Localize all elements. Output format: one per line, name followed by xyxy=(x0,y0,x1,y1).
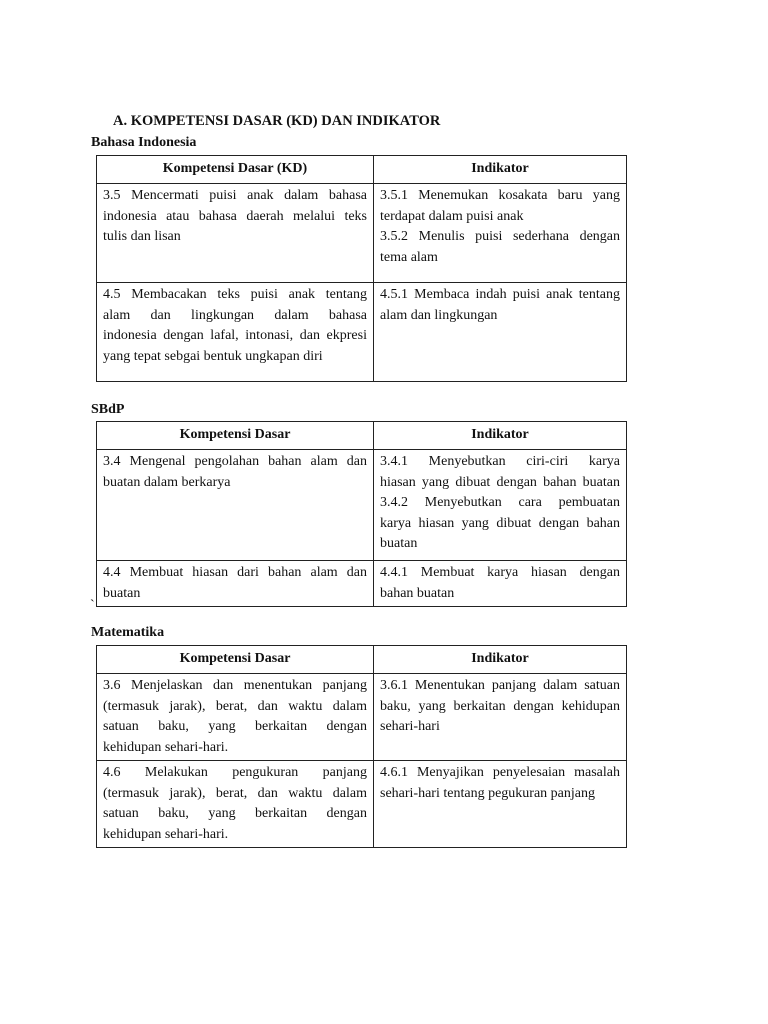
table-row xyxy=(97,561,627,607)
kd-line: (termasuk jarak), berat, dan waktu dalam xyxy=(103,785,367,801)
kd-cell xyxy=(97,674,374,761)
kd-line: indonesia dengan lafal, intonasi, dan ekpresi xyxy=(103,328,367,343)
indikator-line: tema alam xyxy=(380,249,438,265)
header-kd: Kompetensi Dasar xyxy=(97,422,374,450)
table-row xyxy=(97,184,627,283)
kd-line: 4.6 Melakukan pengukuran panjang xyxy=(103,765,367,780)
indikator-line: terdapat dalam puisi anak xyxy=(380,208,524,224)
kd-cell xyxy=(97,561,374,607)
indikator-line: baku, yang berkaitan dengan kehidupan xyxy=(380,698,620,714)
subject-title-bahasa-indonesia: Bahasa Indonesia xyxy=(91,135,197,150)
indikator-line: 3.4.1 Menyebutkan ciri-ciri karya xyxy=(380,454,620,469)
section-heading: A. KOMPETENSI DASAR (KD) DAN INDIKATOR xyxy=(113,113,441,129)
indikator-line: karya hiasan yang dibuat dengan bahan xyxy=(380,515,620,531)
indikator-line: 3.5.1 Menemukan kosakata baru yang xyxy=(380,188,620,203)
kd-line: satuan baku, yang berkaitan dengan xyxy=(103,719,367,734)
kd-line: 3.5 Mencermati puisi anak dalam bahasa xyxy=(103,188,367,203)
table-header-row xyxy=(97,156,627,184)
indikator-line: 3.6.1 Menentukan panjang dalam satuan xyxy=(380,678,620,693)
header-kd: Kompetensi Dasar (KD) xyxy=(97,156,374,184)
header-kd: Kompetensi Dasar xyxy=(97,646,374,674)
header-indikator: Indikator xyxy=(374,646,627,674)
kd-cell xyxy=(97,184,374,283)
kd-line: 3.6 Menjelaskan dan menentukan panjang xyxy=(103,678,367,693)
table-row xyxy=(97,674,627,761)
kd-table-matematika xyxy=(96,645,627,848)
indikator-line: 3.5.2 Menulis puisi sederhana dengan xyxy=(380,229,620,244)
kd-cell xyxy=(97,450,374,561)
kd-cell xyxy=(97,761,374,848)
kd-table-bahasa-indonesia xyxy=(96,155,627,382)
kd-line: buatan dalam berkarya xyxy=(103,474,231,490)
kd-line: indonesia atau bahasa daerah melalui teks xyxy=(103,208,367,224)
kd-line: alam dan lingkungan dalam bahasa xyxy=(103,307,367,323)
table-row xyxy=(97,283,627,382)
table-header-row xyxy=(97,422,627,450)
indikator-cell xyxy=(374,450,627,561)
indikator-line: hiasan yang dibuat dengan bahan buatan xyxy=(380,474,620,490)
indikator-line: 4.6.1 Menyajikan penyelesaian masalah xyxy=(380,765,620,780)
indikator-cell xyxy=(374,184,627,283)
header-indikator: Indikator xyxy=(374,422,627,450)
kd-line: (termasuk jarak), berat, dan waktu dalam xyxy=(103,698,367,714)
kd-line: yang tepat sebgai bentuk ungkapan diri xyxy=(103,348,323,364)
kd-line: kehidupan sehari-hari. xyxy=(103,739,229,755)
stray-backtick: ` xyxy=(90,598,95,613)
kd-line: tulis dan lisan xyxy=(103,229,181,244)
indikator-line: 4.5.1 Membaca indah puisi anak tentang xyxy=(380,287,620,302)
indikator-cell xyxy=(374,761,627,848)
table-row xyxy=(97,761,627,848)
indikator-line: sehari-hari xyxy=(380,719,440,734)
indikator-line: 4.4.1 Membuat karya hiasan dengan xyxy=(380,565,620,580)
kd-line: 3.4 Mengenal pengolahan bahan alam dan xyxy=(103,454,367,469)
kd-table-sbdp xyxy=(96,421,627,607)
kd-line: satuan baku, yang berkaitan dengan xyxy=(103,806,367,821)
indikator-cell xyxy=(374,674,627,761)
indikator-line: sehari-hari tentang pegukuran panjang xyxy=(380,785,595,801)
table-row xyxy=(97,450,627,561)
indikator-cell xyxy=(374,283,627,382)
indikator-line: buatan xyxy=(380,536,418,551)
indikator-cell xyxy=(374,561,627,607)
subject-title-sbdp: SBdP xyxy=(91,402,125,417)
kd-line: 4.5 Membacakan teks puisi anak tentang xyxy=(103,287,367,302)
kd-line: buatan xyxy=(103,585,141,601)
indikator-line: bahan buatan xyxy=(380,585,455,601)
header-indikator: Indikator xyxy=(374,156,627,184)
kd-cell xyxy=(97,283,374,382)
kd-line: kehidupan sehari-hari. xyxy=(103,826,229,842)
indikator-line: alam dan lingkungan xyxy=(380,307,498,323)
kd-line: 4.4 Membuat hiasan dari bahan alam dan xyxy=(103,565,367,580)
indikator-line: 3.4.2 Menyebutkan cara pembuatan xyxy=(380,495,620,510)
subject-title-matematika: Matematika xyxy=(91,625,165,640)
table-header-row xyxy=(97,646,627,674)
